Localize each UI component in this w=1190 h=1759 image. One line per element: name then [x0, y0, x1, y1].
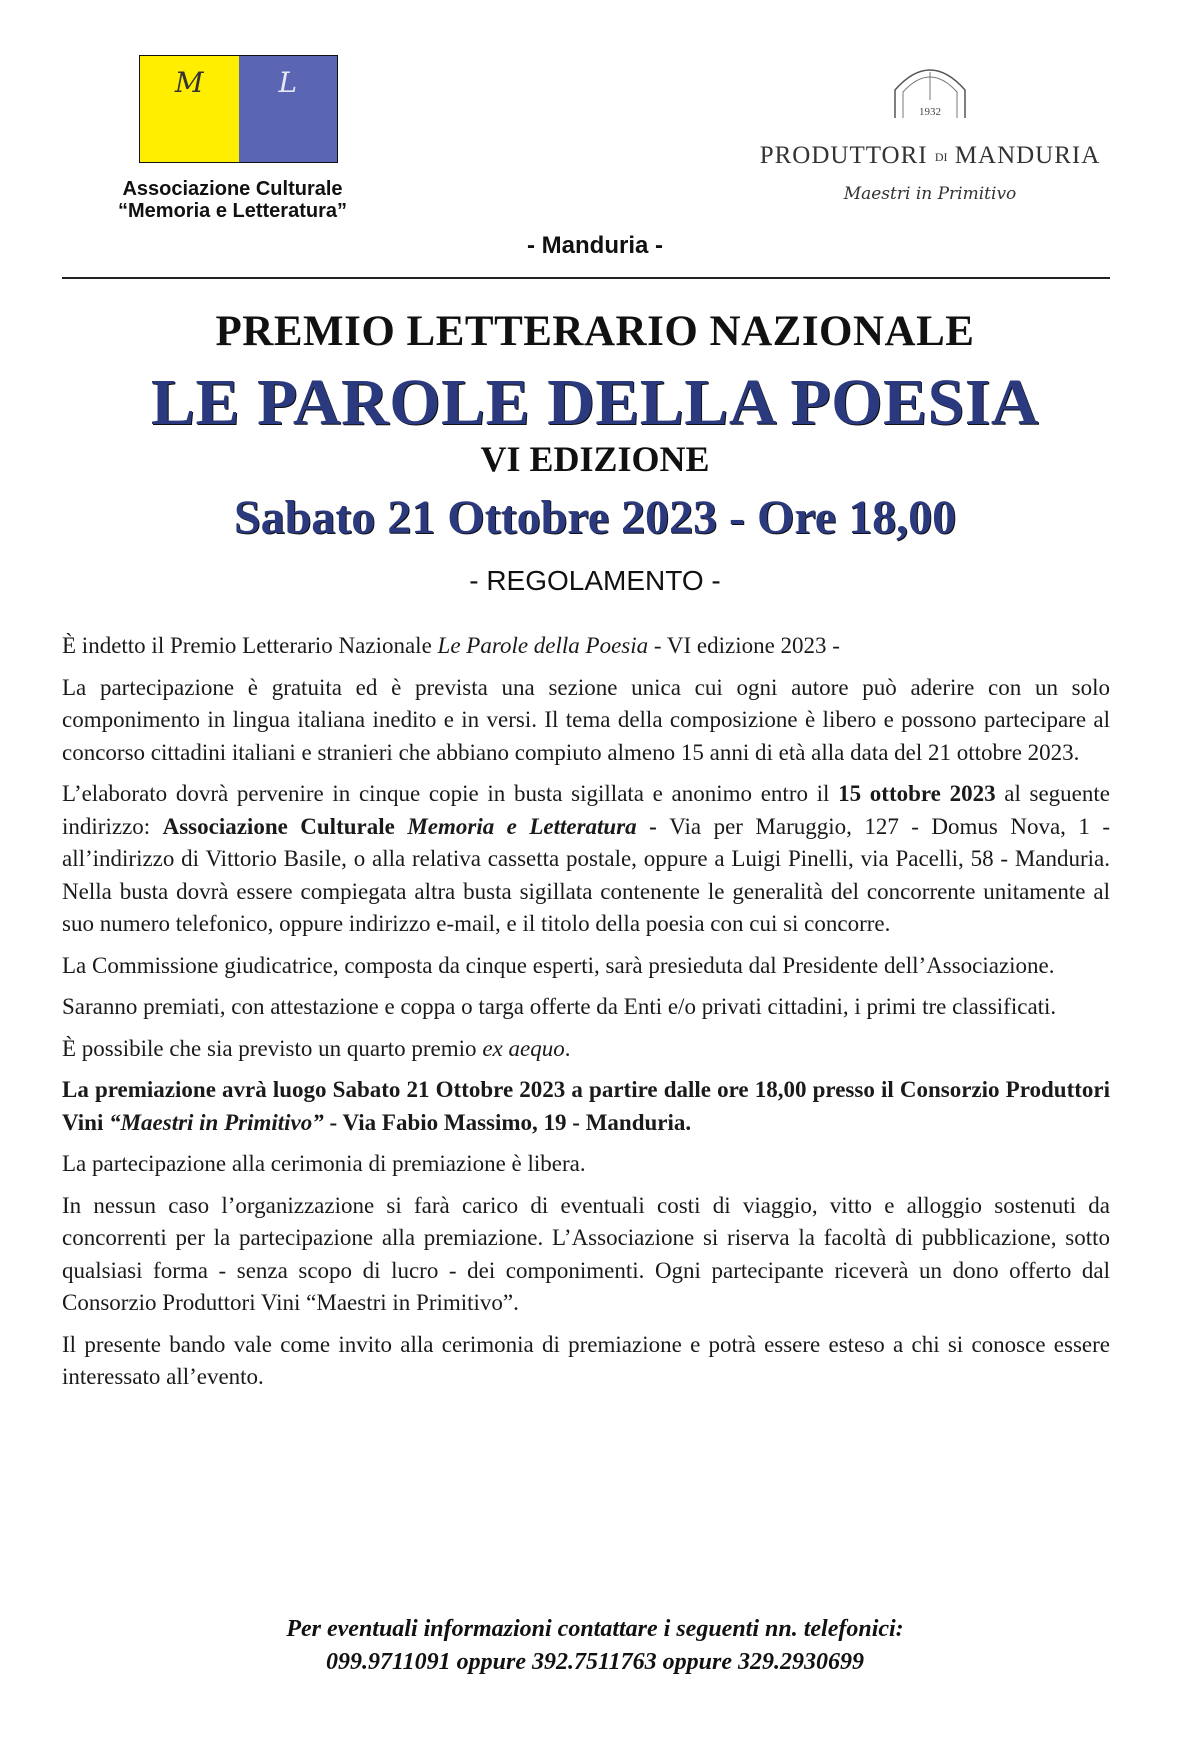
- location-line: - Manduria -: [527, 232, 663, 259]
- header-divider: [62, 277, 1110, 279]
- prize-heading: PREMIO LETTERARIO NAZIONALE: [215, 308, 975, 355]
- producer-signature: Maestri in Primitivo: [843, 184, 1017, 204]
- prize-name: LE PAROLE DELLA POESIA: [150, 366, 1040, 439]
- arch-icon: [885, 60, 975, 120]
- paragraph-6: È possibile che sia previsto un quarto premio ex aequo.: [62, 1035, 571, 1061]
- paragraph-2: La partecipazione è gratuita ed è prevista una sezione unica cui ogni autore può aderire con un solo componimento in lingua italiana inedito e in versi. Il tema della composizione è libero e possono partecipare al concorso cittadini italiani e stranieri che abbiano compiuto almeno 15 anni di età alla data del 21 ottobre 2023.: [62, 674, 1110, 765]
- regulation-heading: - REGOLAMENTO -: [469, 565, 721, 596]
- logo-letter-l: L: [278, 66, 298, 99]
- association-line-2: “Memoria e Letteratura”: [118, 200, 347, 222]
- producer-name: PRODUTTORI DI MANDURIA: [759, 142, 1101, 169]
- association-line-1: Associazione Culturale: [122, 178, 343, 200]
- regulation-body: [62, 630, 1110, 1403]
- association-name: [60, 178, 405, 222]
- logo-yellow-panel: [140, 56, 239, 162]
- paragraph-8: La partecipazione alla cerimonia di premiazione è libera.: [62, 1151, 586, 1176]
- paragraph-1: È indetto il Premio Letterario Nazionale Le Parole della Poesia - VI edizione 2023 -: [62, 633, 840, 658]
- paragraph-7: La premiazione avrà luogo Sabato 21 Ottobre 2023 a partire dalle ore 18,00 presso il Consorzio Produttori Vini “Maestri in Primitivo” - Via Fabio Massimo, 19 - Manduria.: [62, 1077, 1110, 1135]
- producer-logo: [740, 60, 1120, 204]
- paragraph-9: In nessun caso l’organizzazione si farà carico di eventuali costi di viaggio, vitto e alloggio sostenuti da concorrenti per la partecipazione alla premiazione. L’Associazione si riserva la facoltà di pubblicazione, sotto qualsiasi forma - senza scopo di lucro - dei componimenti. Ogni partecipante riceverà un dono offerto dal Consorzio Produttori Vini “Maestri in Primitivo”.: [62, 1192, 1110, 1315]
- contact-phone-numbers: 099.9711091 oppure 392.7511763 oppure 329.2930699: [325, 1649, 865, 1675]
- paragraph-10: Il presente bando vale come invito alla cerimonia di premiazione e potrà essere esteso a chi si conosce essere interessato all’evento.: [62, 1331, 1110, 1389]
- edition-label: VI EDIZIONE: [480, 439, 710, 479]
- logo-letter-m: M: [174, 66, 204, 99]
- paragraph-4: La Commissione giudicatrice, composta da cinque esperti, sarà presieduta dal Presidente dell’Associazione.: [62, 952, 1055, 978]
- paragraph-3: L’elaborato dovrà pervenire in cinque copie in busta sigillata e anonimo entro il 15 ottobre 2023 al seguente indirizzo: Associazione Culturale Memoria e Letteratura - Via per Maruggio, 127 - Domus Nova, 1 - all’indirizzo di Vittorio Basile, o alla relativa cassetta postale, oppure a Luigi Pinelli, via Pacelli, 58 - Manduria. Nella busta dovrà essere compiegata altra busta sigillata contenente le generalità del concorrente unitamente al suo numero telefonico, oppure indirizzo e-mail, e il titolo della poesia con cui si concorre.: [62, 781, 1110, 936]
- association-logo: [139, 55, 338, 163]
- producer-year: 1932: [919, 106, 941, 118]
- paragraph-5: Saranno premiati, con attestazione e coppa o targa offerte da Enti e/o privati cittadini, i primi tre classificati.: [62, 994, 1057, 1019]
- contact-info: [0, 1613, 1190, 1679]
- event-date: Sabato 21 Ottobre 2023 - Ore 18,00: [233, 491, 957, 544]
- contact-line-1: Per eventuali informazioni contattare i seguenti nn. telefonici:: [286, 1616, 904, 1642]
- logo-blue-panel: [239, 56, 338, 162]
